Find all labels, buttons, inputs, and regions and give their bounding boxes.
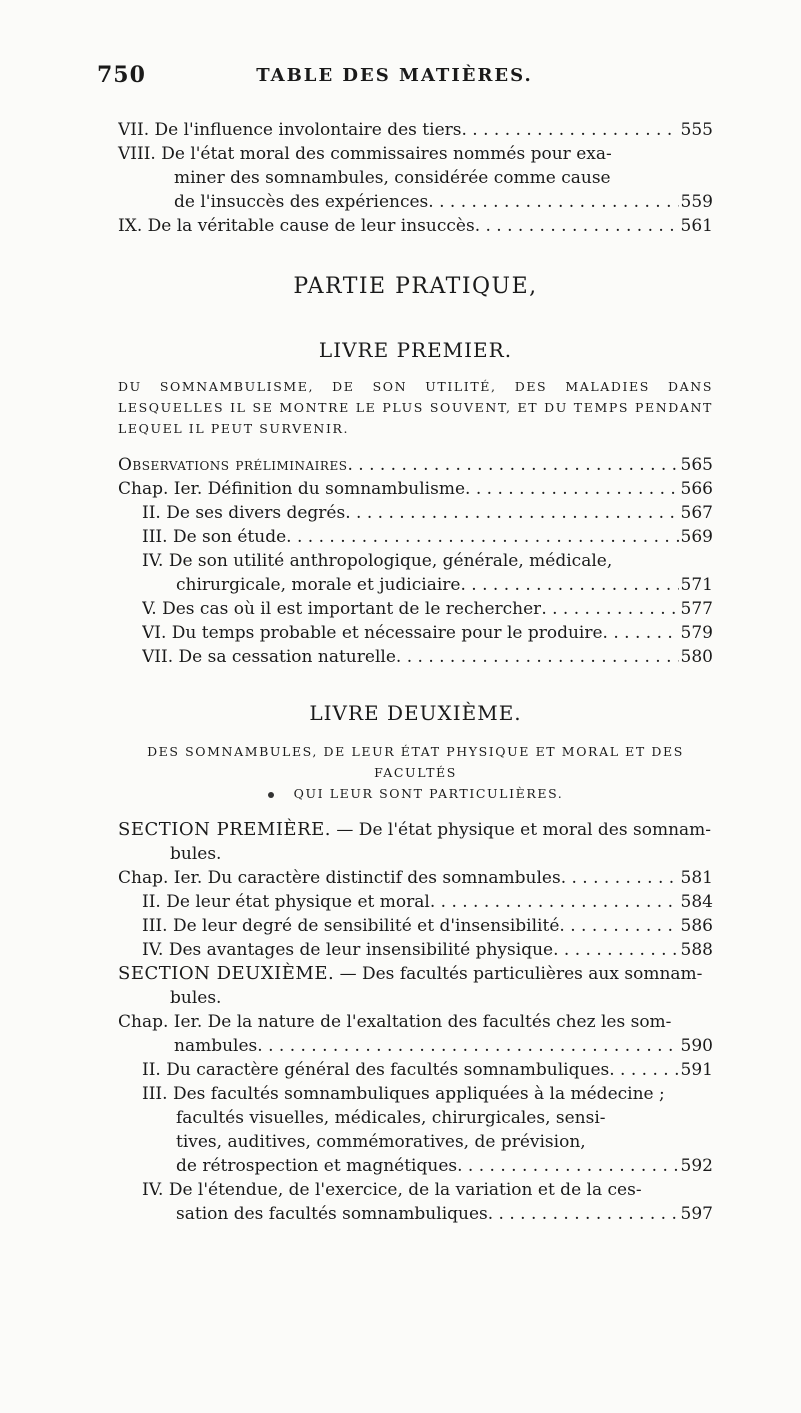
entry-label-continued: tives, auditives, commémoratives, de prévision, — [176, 1132, 586, 1152]
entry-label: VIII. De l'état moral des commissaires nommés pour exa- — [118, 144, 612, 164]
toc-entry — [118, 1202, 713, 1226]
entry-page: 591 — [680, 1060, 713, 1080]
toc-entry — [118, 118, 713, 142]
toc-entry — [118, 214, 713, 238]
livre2-subtitle-text: QUI LEUR SONT PARTICULIÈRES. — [293, 786, 564, 801]
entry-page: 561 — [680, 216, 713, 236]
entry-page: 579 — [680, 623, 713, 643]
entry-label-continued: facultés visuelles, médicales, chirurgicales, sensi- — [176, 1108, 606, 1128]
entry-page: 581 — [680, 868, 713, 888]
leader-dots — [461, 118, 678, 142]
toc-entry — [118, 938, 713, 962]
toc-entry — [118, 453, 713, 477]
toc-entry — [118, 525, 713, 549]
entry-label: Chap. Ier. De la nature de l'exaltation des facultés chez les som- — [118, 1012, 672, 1032]
toc-entry — [118, 1154, 713, 1178]
leader-dots — [286, 525, 678, 549]
entry-label: de rétrospection et magnétiques — [176, 1156, 458, 1176]
leader-dots — [475, 214, 679, 238]
entry-label: VI. Du temps probable et nécessaire pour le produire — [142, 623, 603, 643]
section-description-continued: bules. — [170, 988, 222, 1008]
section-heading — [118, 818, 713, 842]
entry-page: 567 — [680, 503, 713, 523]
leader-dots — [553, 938, 678, 962]
leader-dots — [430, 890, 679, 914]
entry-label-continued: miner des somnambules, considérée comme cause — [174, 168, 611, 188]
part-title: PARTIE PRATIQUE, — [293, 274, 538, 299]
entry-page: 580 — [680, 647, 713, 667]
entry-label: II. De ses divers degrés — [142, 503, 346, 523]
livre2-subtitle-line: DES SOMNAMBULES, DE LEUR ÉTAT PHYSIQUE ET MORAL ET DES FACULTÉS — [147, 744, 684, 780]
page-number: 750 — [97, 62, 146, 88]
running-title: TABLE DES MATIÈRES. — [256, 65, 533, 86]
livre1-subtitle: DU SOMNAMBULISME, DE SON UTILITÉ, DES MALADIES DANS LESQUELLES IL SE MONTRE LE PLUS SOUVENT, ET DU TEMPS PENDANT LEQUEL IL PEUT SURVENIR. — [118, 379, 713, 436]
entry-label: Observations préliminaires — [118, 455, 348, 475]
toc-entry — [118, 477, 713, 501]
section-description: — Des facultés particulières aux somnam- — [334, 964, 703, 984]
leader-dots — [257, 1034, 678, 1058]
leader-dots — [603, 621, 679, 645]
leader-dots — [541, 597, 678, 621]
bullet-mark — [268, 792, 274, 798]
entry-label: II. Du caractère général des facultés somnambuliques — [142, 1060, 610, 1080]
entry-label: VII. De l'influence involontaire des tiers — [118, 120, 462, 140]
toc-entry — [118, 866, 713, 890]
entry-page: 584 — [680, 892, 713, 912]
table-of-contents — [118, 118, 713, 1226]
entry-label: IX. De la véritable cause de leur insuccès — [118, 216, 475, 236]
leader-dots — [428, 190, 678, 214]
toc-entry — [118, 890, 713, 914]
livre2-title: LIVRE DEUXIÈME. — [309, 701, 522, 725]
entry-label: nambules — [174, 1036, 258, 1056]
leader-dots — [488, 1202, 679, 1226]
toc-entry — [118, 1034, 713, 1058]
entry-label: III. Des facultés somnambuliques appliquées à la médecine ; — [142, 1084, 665, 1104]
entry-label: III. De leur degré de sensibilité et d'insensibilité — [142, 916, 560, 936]
entry-page: 559 — [680, 192, 713, 212]
leader-dots — [609, 1058, 678, 1082]
livre1-title: LIVRE PREMIER. — [318, 338, 513, 362]
entry-page: 586 — [680, 916, 713, 936]
page-header — [97, 62, 692, 92]
toc-entry — [118, 1058, 713, 1082]
entry-page: 569 — [680, 527, 713, 547]
entry-label: de l'insuccès des expériences — [174, 192, 429, 212]
section-description-continued: bules. — [170, 844, 222, 864]
entry-page: 571 — [680, 575, 713, 595]
leader-dots — [460, 573, 678, 597]
entry-label: II. De leur état physique et moral — [142, 892, 430, 912]
toc-entry — [118, 501, 713, 525]
entry-label: VII. De sa cessation naturelle — [142, 647, 396, 667]
entry-page: 555 — [680, 120, 713, 140]
leader-dots — [559, 914, 678, 938]
entry-label: chirurgicale, morale et judiciaire — [176, 575, 461, 595]
entry-page: 588 — [680, 940, 713, 960]
entry-label: III. De son étude — [142, 527, 287, 547]
leader-dots — [561, 866, 679, 890]
leader-dots — [465, 477, 679, 501]
entry-page: 566 — [680, 479, 713, 499]
toc-entry — [118, 190, 713, 214]
entry-label: IV. De l'étendue, de l'exercice, de la variation et de la ces- — [142, 1180, 642, 1200]
entry-label: Chap. Ier. Du caractère distinctif des somnambules — [118, 868, 561, 888]
entry-page: 590 — [680, 1036, 713, 1056]
entry-page: 597 — [680, 1204, 713, 1224]
toc-entry — [118, 573, 713, 597]
entry-label: Chap. Ier. Définition du somnambulisme — [118, 479, 466, 499]
entry-page: 592 — [680, 1156, 713, 1176]
leader-dots — [347, 453, 678, 477]
section-description: — De l'état physique et moral des somnam- — [331, 820, 712, 840]
livre2-subtitle — [118, 741, 713, 804]
section-heading — [118, 962, 713, 986]
entry-label: IV. De son utilité anthropologique, générale, médicale, — [142, 551, 613, 571]
entry-label: sation des facultés somnambuliques — [176, 1204, 488, 1224]
entry-label: V. Des cas où il est important de le rechercher — [142, 599, 542, 619]
livre2-subtitle-line — [118, 783, 713, 804]
leader-dots — [457, 1154, 678, 1178]
leader-dots — [345, 501, 678, 525]
section-title: SECTION DEUXIÈME. — [118, 963, 335, 984]
toc-entry — [118, 597, 713, 621]
entry-page: 577 — [680, 599, 713, 619]
leader-dots — [396, 645, 679, 669]
toc-entry — [118, 621, 713, 645]
section-title: SECTION PREMIÈRE. — [118, 819, 331, 840]
toc-entry — [118, 914, 713, 938]
entry-label: IV. Des avantages de leur insensibilité physique — [142, 940, 554, 960]
entry-page: 565 — [680, 455, 713, 475]
toc-entry — [118, 645, 713, 669]
